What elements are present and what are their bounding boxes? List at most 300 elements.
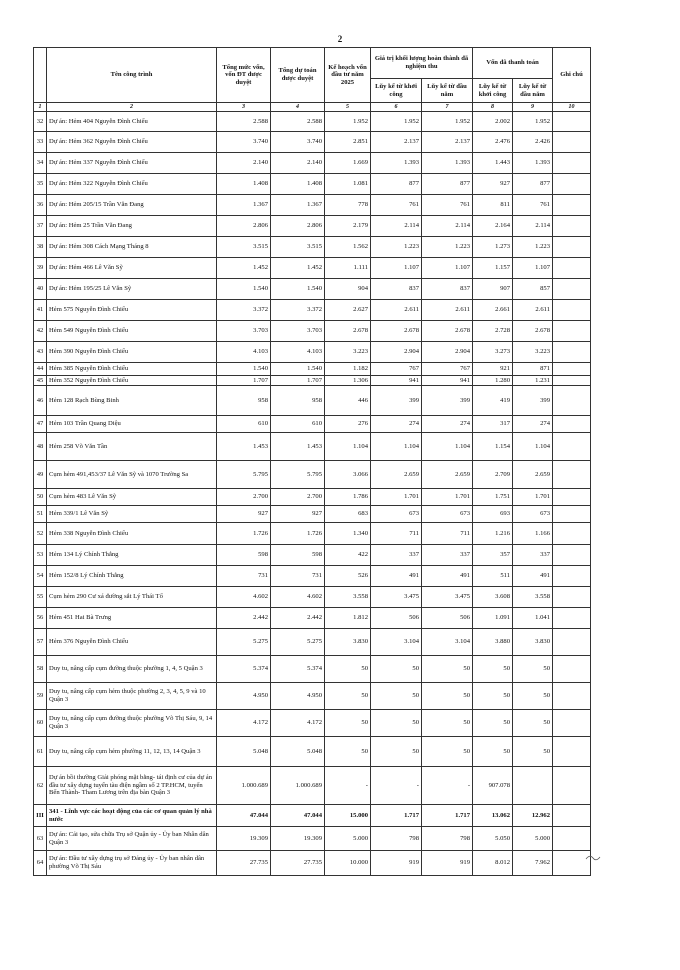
project-name-cell: Hẻm 575 Nguyễn Đình Chiểu bbox=[47, 300, 217, 321]
value-cell-c6: 1.701 bbox=[371, 489, 422, 506]
value-cell-c7: 2.137 bbox=[422, 132, 473, 153]
col-completed-value-header: Giá trị khối lượng hoàn thành đã nghiệm thu bbox=[371, 48, 473, 79]
value-cell-c8: 317 bbox=[473, 416, 513, 433]
table-row bbox=[34, 195, 591, 216]
value-cell-c9: 5.000 bbox=[513, 827, 553, 851]
value-cell-c3: 1.408 bbox=[217, 174, 271, 195]
page-number: 2 bbox=[337, 34, 343, 44]
row-number-cell: 49 bbox=[34, 461, 47, 489]
table-row bbox=[34, 300, 591, 321]
value-cell-c6: 2.678 bbox=[371, 321, 422, 342]
note-cell bbox=[553, 767, 591, 805]
value-cell-c9: 1.393 bbox=[513, 153, 553, 174]
value-cell-c5: 1.081 bbox=[325, 174, 371, 195]
table-row bbox=[34, 710, 591, 737]
value-cell-c6: 2.904 bbox=[371, 342, 422, 363]
value-cell-c4: 3.740 bbox=[271, 132, 325, 153]
value-cell-c5: 3.223 bbox=[325, 342, 371, 363]
value-cell-c8: 1.216 bbox=[473, 523, 513, 545]
value-cell-c6: 491 bbox=[371, 566, 422, 587]
column-index: 6 bbox=[371, 103, 422, 112]
table-row bbox=[34, 805, 591, 827]
value-cell-c9: 337 bbox=[513, 545, 553, 566]
project-name-cell: Dự án: Hẻm 205/15 Trần Văn Đang bbox=[47, 195, 217, 216]
project-name-cell: Duy tu, nâng cấp cụm đường thuộc phường Võ Thị Sáu, 9, 14 Quận 3 bbox=[47, 710, 217, 737]
project-name-cell: Hẻm 451 Hai Bà Trưng bbox=[47, 608, 217, 629]
note-cell bbox=[553, 153, 591, 174]
value-cell-c4: 1.000.689 bbox=[271, 767, 325, 805]
value-cell-c8: 2.728 bbox=[473, 321, 513, 342]
column-index: 3 bbox=[217, 103, 271, 112]
value-cell-c3: 27.735 bbox=[217, 851, 271, 876]
value-cell-c6: 2.659 bbox=[371, 461, 422, 489]
row-number-cell: 52 bbox=[34, 523, 47, 545]
value-cell-c3: 927 bbox=[217, 506, 271, 523]
project-name-cell: Duy tu, nâng cấp cụm hẻm thuộc phường 2, 3, 4, 5, 9 và 10 Quận 3 bbox=[47, 683, 217, 710]
row-number-cell: III bbox=[34, 805, 47, 827]
value-cell-c9: 1.701 bbox=[513, 489, 553, 506]
table-row bbox=[34, 767, 591, 805]
note-cell bbox=[553, 216, 591, 237]
value-cell-c3: 4.950 bbox=[217, 683, 271, 710]
project-name-cell: Dự án: Hẻm 195/25 Lê Văn Sỹ bbox=[47, 279, 217, 300]
value-cell-c6: 337 bbox=[371, 545, 422, 566]
value-cell-c9: 1.107 bbox=[513, 258, 553, 279]
table-row bbox=[34, 416, 591, 433]
value-cell-c9: 2.678 bbox=[513, 321, 553, 342]
value-cell-c6: 1.104 bbox=[371, 433, 422, 461]
value-cell-c7: 1.104 bbox=[422, 433, 473, 461]
value-cell-c5: 1.104 bbox=[325, 433, 371, 461]
value-cell-c7: 50 bbox=[422, 737, 473, 767]
value-cell-c5: 1.306 bbox=[325, 376, 371, 386]
value-cell-c4: 2.806 bbox=[271, 216, 325, 237]
value-cell-c3: 958 bbox=[217, 386, 271, 416]
value-cell-c8: 2.164 bbox=[473, 216, 513, 237]
value-cell-c8: 693 bbox=[473, 506, 513, 523]
value-cell-c4: 47.044 bbox=[271, 805, 325, 827]
value-cell-c9: 1.104 bbox=[513, 433, 553, 461]
value-cell-c9: 1.041 bbox=[513, 608, 553, 629]
col-note-header: Ghi chú bbox=[553, 48, 591, 103]
project-name-cell: Hẻm 390 Nguyễn Đình Chiểu bbox=[47, 342, 217, 363]
value-cell-c8: 419 bbox=[473, 386, 513, 416]
value-cell-c6: 274 bbox=[371, 416, 422, 433]
row-number-cell: 33 bbox=[34, 132, 47, 153]
value-cell-c7: 877 bbox=[422, 174, 473, 195]
value-cell-c6: 798 bbox=[371, 827, 422, 851]
value-cell-c9: 50 bbox=[513, 683, 553, 710]
value-cell-c3: 598 bbox=[217, 545, 271, 566]
note-cell bbox=[553, 132, 591, 153]
value-cell-c3: 5.795 bbox=[217, 461, 271, 489]
value-cell-c5: 50 bbox=[325, 683, 371, 710]
value-cell-c8: 1.157 bbox=[473, 258, 513, 279]
value-cell-c5: 1.562 bbox=[325, 237, 371, 258]
value-cell-c9: 877 bbox=[513, 174, 553, 195]
table-row bbox=[34, 112, 591, 132]
value-cell-c4: 5.795 bbox=[271, 461, 325, 489]
table-row bbox=[34, 737, 591, 767]
col-stt-header bbox=[34, 48, 47, 103]
column-index: 4 bbox=[271, 103, 325, 112]
note-cell bbox=[553, 523, 591, 545]
value-cell-c9: 2.611 bbox=[513, 300, 553, 321]
value-cell-c5: 10.000 bbox=[325, 851, 371, 876]
value-cell-c5: 526 bbox=[325, 566, 371, 587]
value-cell-c3: 4.602 bbox=[217, 587, 271, 608]
table-row bbox=[34, 461, 591, 489]
value-cell-c6: 506 bbox=[371, 608, 422, 629]
value-cell-c7: 1.952 bbox=[422, 112, 473, 132]
project-name-cell: Hẻm 339/1 Lê Văn Sỹ bbox=[47, 506, 217, 523]
value-cell-c7: 711 bbox=[422, 523, 473, 545]
note-cell bbox=[553, 710, 591, 737]
row-number-cell: 47 bbox=[34, 416, 47, 433]
value-cell-c9: 1.223 bbox=[513, 237, 553, 258]
row-number-cell: 63 bbox=[34, 827, 47, 851]
value-cell-c6: 877 bbox=[371, 174, 422, 195]
value-cell-c5: 2.851 bbox=[325, 132, 371, 153]
table-row bbox=[34, 629, 591, 656]
value-cell-c6: - bbox=[371, 767, 422, 805]
table-row bbox=[34, 153, 591, 174]
value-cell-c5: 5.000 bbox=[325, 827, 371, 851]
value-cell-c8: 3.880 bbox=[473, 629, 513, 656]
value-cell-c6: 3.475 bbox=[371, 587, 422, 608]
value-cell-c5: 904 bbox=[325, 279, 371, 300]
table-row bbox=[34, 321, 591, 342]
value-cell-c3: 1.453 bbox=[217, 433, 271, 461]
value-cell-c7: 3.104 bbox=[422, 629, 473, 656]
project-name-cell: Dự án: Hẻm 337 Nguyễn Đình Chiểu bbox=[47, 153, 217, 174]
column-index: 1 bbox=[34, 103, 47, 112]
note-cell bbox=[553, 342, 591, 363]
value-cell-c7: 673 bbox=[422, 506, 473, 523]
note-cell bbox=[553, 300, 591, 321]
value-cell-c5: 1.111 bbox=[325, 258, 371, 279]
value-cell-c3: 1.726 bbox=[217, 523, 271, 545]
value-cell-c4: 27.735 bbox=[271, 851, 325, 876]
row-number-cell: 55 bbox=[34, 587, 47, 608]
table-row bbox=[34, 174, 591, 195]
value-cell-c3: 2.806 bbox=[217, 216, 271, 237]
project-name-cell: Dự án bồi thường Giải phóng mặt bằng- tái định cư của dự án đầu tư xây dựng tuyến tàu điện ngầm số 2 TP.HCM, tuyến Bến Thành- Tham Lương trên địa bàn Quận 3 bbox=[47, 767, 217, 805]
value-cell-c7: 491 bbox=[422, 566, 473, 587]
value-cell-c9: 399 bbox=[513, 386, 553, 416]
value-cell-c8: 2.476 bbox=[473, 132, 513, 153]
value-cell-c4: 19.309 bbox=[271, 827, 325, 851]
value-cell-c6: 50 bbox=[371, 683, 422, 710]
value-cell-c5: 50 bbox=[325, 710, 371, 737]
note-cell bbox=[553, 506, 591, 523]
value-cell-c7: 50 bbox=[422, 683, 473, 710]
value-cell-c9: 1.231 bbox=[513, 376, 553, 386]
value-cell-c3: 1.540 bbox=[217, 363, 271, 376]
note-cell bbox=[553, 258, 591, 279]
value-cell-c9: 50 bbox=[513, 710, 553, 737]
project-name-cell: Dự án: Hẻm 25 Trần Văn Đang bbox=[47, 216, 217, 237]
row-number-cell: 61 bbox=[34, 737, 47, 767]
table-row bbox=[34, 587, 591, 608]
project-name-cell: 341 - Lĩnh vực các hoạt động của các cơ quan quản lý nhà nước bbox=[47, 805, 217, 827]
value-cell-c5: 2.627 bbox=[325, 300, 371, 321]
note-cell bbox=[553, 461, 591, 489]
value-cell-c6: 2.611 bbox=[371, 300, 422, 321]
value-cell-c6: 50 bbox=[371, 710, 422, 737]
value-cell-c8: 1.443 bbox=[473, 153, 513, 174]
value-cell-c3: 47.044 bbox=[217, 805, 271, 827]
value-cell-c3: 4.172 bbox=[217, 710, 271, 737]
row-number-cell: 42 bbox=[34, 321, 47, 342]
project-name-cell: Hẻm 258 Võ Văn Tần bbox=[47, 433, 217, 461]
row-number-cell: 64 bbox=[34, 851, 47, 876]
value-cell-c8: 13.062 bbox=[473, 805, 513, 827]
table-row bbox=[34, 656, 591, 683]
scan-mark-icon bbox=[585, 853, 601, 863]
value-cell-c5: 15.000 bbox=[325, 805, 371, 827]
value-cell-c8: 907 bbox=[473, 279, 513, 300]
note-cell bbox=[553, 279, 591, 300]
value-cell-c4: 4.950 bbox=[271, 683, 325, 710]
note-cell bbox=[553, 489, 591, 506]
value-cell-c5: 1.952 bbox=[325, 112, 371, 132]
value-cell-c5: 3.558 bbox=[325, 587, 371, 608]
value-cell-c9: 12.962 bbox=[513, 805, 553, 827]
row-number-cell: 50 bbox=[34, 489, 47, 506]
project-name-cell: Hẻm 338 Nguyễn Đình Chiểu bbox=[47, 523, 217, 545]
value-cell-c6: 2.137 bbox=[371, 132, 422, 153]
row-number-cell: 38 bbox=[34, 237, 47, 258]
value-cell-c4: 2.140 bbox=[271, 153, 325, 174]
value-cell-c7: 337 bbox=[422, 545, 473, 566]
value-cell-c8: 3.608 bbox=[473, 587, 513, 608]
project-name-cell: Dự án: Đầu tư xây dựng trụ sở Đảng ủy - Ủy ban nhân dân phường Võ Thị Sáu bbox=[47, 851, 217, 876]
table-row bbox=[34, 851, 591, 876]
value-cell-c6: 837 bbox=[371, 279, 422, 300]
row-number-cell: 39 bbox=[34, 258, 47, 279]
value-cell-c4: 1.707 bbox=[271, 376, 325, 386]
value-cell-c9: 1.166 bbox=[513, 523, 553, 545]
project-name-cell: Hẻm 549 Nguyễn Đình Chiểu bbox=[47, 321, 217, 342]
value-cell-c4: 5.048 bbox=[271, 737, 325, 767]
value-cell-c5: 2.179 bbox=[325, 216, 371, 237]
value-cell-c3: 5.275 bbox=[217, 629, 271, 656]
value-cell-c7: 798 bbox=[422, 827, 473, 851]
value-cell-c8: 5.050 bbox=[473, 827, 513, 851]
column-index: 2 bbox=[47, 103, 217, 112]
value-cell-c5: 2.678 bbox=[325, 321, 371, 342]
value-cell-c4: 2.588 bbox=[271, 112, 325, 132]
value-cell-c9: 2.426 bbox=[513, 132, 553, 153]
note-cell bbox=[553, 321, 591, 342]
value-cell-c8: 357 bbox=[473, 545, 513, 566]
budget-table bbox=[33, 47, 591, 876]
value-cell-c8: 2.709 bbox=[473, 461, 513, 489]
value-cell-c5: - bbox=[325, 767, 371, 805]
table-row bbox=[34, 279, 591, 300]
column-index: 9 bbox=[513, 103, 553, 112]
value-cell-c8: 921 bbox=[473, 363, 513, 376]
value-cell-c5: 50 bbox=[325, 737, 371, 767]
value-cell-c4: 5.374 bbox=[271, 656, 325, 683]
column-index: 8 bbox=[473, 103, 513, 112]
table-row bbox=[34, 683, 591, 710]
value-cell-c3: 1.540 bbox=[217, 279, 271, 300]
value-cell-c7: 941 bbox=[422, 376, 473, 386]
value-cell-c3: 2.140 bbox=[217, 153, 271, 174]
col-total-investment-header: Tổng mức vốn, vốn ĐT được duyệt bbox=[217, 48, 271, 103]
value-cell-c7: 2.659 bbox=[422, 461, 473, 489]
value-cell-c4: 958 bbox=[271, 386, 325, 416]
value-cell-c7: 1.701 bbox=[422, 489, 473, 506]
value-cell-c8: 8.012 bbox=[473, 851, 513, 876]
value-cell-c6: 50 bbox=[371, 656, 422, 683]
row-number-cell: 58 bbox=[34, 656, 47, 683]
value-cell-c7: 2.114 bbox=[422, 216, 473, 237]
table-row bbox=[34, 827, 591, 851]
row-number-cell: 41 bbox=[34, 300, 47, 321]
value-cell-c4: 3.703 bbox=[271, 321, 325, 342]
value-cell-c8: 907.078 bbox=[473, 767, 513, 805]
value-cell-c7: 399 bbox=[422, 386, 473, 416]
value-cell-c6: 1.952 bbox=[371, 112, 422, 132]
note-cell bbox=[553, 656, 591, 683]
row-number-cell: 40 bbox=[34, 279, 47, 300]
table-row bbox=[34, 489, 591, 506]
value-cell-c5: 683 bbox=[325, 506, 371, 523]
note-cell bbox=[553, 433, 591, 461]
note-cell bbox=[553, 386, 591, 416]
value-cell-c5: 1.812 bbox=[325, 608, 371, 629]
value-cell-c8: 50 bbox=[473, 737, 513, 767]
value-cell-c3: 610 bbox=[217, 416, 271, 433]
value-cell-c7: 274 bbox=[422, 416, 473, 433]
value-cell-c8: 1.751 bbox=[473, 489, 513, 506]
note-cell bbox=[553, 805, 591, 827]
table-row bbox=[34, 506, 591, 523]
value-cell-c3: 731 bbox=[217, 566, 271, 587]
value-cell-c6: 767 bbox=[371, 363, 422, 376]
value-cell-c7: 50 bbox=[422, 710, 473, 737]
row-number-cell: 62 bbox=[34, 767, 47, 805]
table-row bbox=[34, 258, 591, 279]
value-cell-c7: 1.393 bbox=[422, 153, 473, 174]
value-cell-c7: 2.611 bbox=[422, 300, 473, 321]
value-cell-c8: 1.280 bbox=[473, 376, 513, 386]
note-cell bbox=[553, 827, 591, 851]
value-cell-c4: 1.408 bbox=[271, 174, 325, 195]
table-row bbox=[34, 608, 591, 629]
row-number-cell: 56 bbox=[34, 608, 47, 629]
value-cell-c6: 1.393 bbox=[371, 153, 422, 174]
value-cell-c9: 491 bbox=[513, 566, 553, 587]
value-cell-c5: 276 bbox=[325, 416, 371, 433]
table-row bbox=[34, 386, 591, 416]
value-cell-c8: 2.002 bbox=[473, 112, 513, 132]
project-name-cell: Hẻm 376 Nguyễn Đình Chiểu bbox=[47, 629, 217, 656]
value-cell-c4: 598 bbox=[271, 545, 325, 566]
value-cell-c9: 673 bbox=[513, 506, 553, 523]
value-cell-c5: 1.786 bbox=[325, 489, 371, 506]
value-cell-c3: 1.367 bbox=[217, 195, 271, 216]
value-cell-c4: 4.103 bbox=[271, 342, 325, 363]
table-body bbox=[34, 112, 591, 876]
value-cell-c8: 1.273 bbox=[473, 237, 513, 258]
value-cell-c6: 1.717 bbox=[371, 805, 422, 827]
value-cell-c4: 1.726 bbox=[271, 523, 325, 545]
value-cell-c9: 761 bbox=[513, 195, 553, 216]
table-row bbox=[34, 545, 591, 566]
col-total-estimate-header: Tổng dự toán được duyệt bbox=[271, 48, 325, 103]
project-name-cell: Cụm hẻm 491,453/37 Lê Văn Sỹ và 1070 Trường Sa bbox=[47, 461, 217, 489]
table-row bbox=[34, 132, 591, 153]
row-number-cell: 54 bbox=[34, 566, 47, 587]
value-cell-c4: 3.372 bbox=[271, 300, 325, 321]
project-name-cell: Duy tu, nâng cấp cụm đường thuộc phường 1, 4, 5 Quận 3 bbox=[47, 656, 217, 683]
header-row bbox=[34, 48, 591, 79]
row-number-cell: 45 bbox=[34, 376, 47, 386]
value-cell-c4: 927 bbox=[271, 506, 325, 523]
value-cell-c4: 1.453 bbox=[271, 433, 325, 461]
value-cell-c3: 3.740 bbox=[217, 132, 271, 153]
value-cell-c9: 7.962 bbox=[513, 851, 553, 876]
value-cell-c6: 2.114 bbox=[371, 216, 422, 237]
column-index: 7 bbox=[422, 103, 473, 112]
value-cell-c9: 3.558 bbox=[513, 587, 553, 608]
value-cell-c7: 2.904 bbox=[422, 342, 473, 363]
value-cell-c3: 19.309 bbox=[217, 827, 271, 851]
value-cell-c7: 506 bbox=[422, 608, 473, 629]
table-row bbox=[34, 342, 591, 363]
sub-cum-from-year-start-header: Lũy kế từ đầu năm bbox=[513, 79, 553, 103]
note-cell bbox=[553, 566, 591, 587]
row-number-cell: 51 bbox=[34, 506, 47, 523]
value-cell-c7: 50 bbox=[422, 656, 473, 683]
value-cell-c8: 511 bbox=[473, 566, 513, 587]
value-cell-c7: 761 bbox=[422, 195, 473, 216]
row-number-cell: 60 bbox=[34, 710, 47, 737]
value-cell-c8: 1.154 bbox=[473, 433, 513, 461]
value-cell-c9: 274 bbox=[513, 416, 553, 433]
row-number-cell: 53 bbox=[34, 545, 47, 566]
table-row bbox=[34, 566, 591, 587]
value-cell-c5: 1.669 bbox=[325, 153, 371, 174]
value-cell-c7: 1.717 bbox=[422, 805, 473, 827]
value-cell-c3: 4.103 bbox=[217, 342, 271, 363]
value-cell-c7: - bbox=[422, 767, 473, 805]
value-cell-c5: 3.830 bbox=[325, 629, 371, 656]
value-cell-c4: 3.515 bbox=[271, 237, 325, 258]
table-row bbox=[34, 237, 591, 258]
note-cell bbox=[553, 363, 591, 376]
col-name-header: Tên công trình bbox=[47, 48, 217, 103]
note-cell bbox=[553, 376, 591, 386]
value-cell-c4: 4.602 bbox=[271, 587, 325, 608]
col-disbursed-header: Vốn đã thanh toán bbox=[473, 48, 553, 79]
value-cell-c9: 1.952 bbox=[513, 112, 553, 132]
note-cell bbox=[553, 587, 591, 608]
row-number-cell: 32 bbox=[34, 112, 47, 132]
value-cell-c7: 1.223 bbox=[422, 237, 473, 258]
column-index: 10 bbox=[553, 103, 591, 112]
value-cell-c6: 919 bbox=[371, 851, 422, 876]
project-name-cell: Dự án: Hẻm 308 Cách Mạng Tháng 8 bbox=[47, 237, 217, 258]
value-cell-c4: 2.700 bbox=[271, 489, 325, 506]
value-cell-c5: 50 bbox=[325, 656, 371, 683]
value-cell-c8: 811 bbox=[473, 195, 513, 216]
value-cell-c9 bbox=[513, 767, 553, 805]
